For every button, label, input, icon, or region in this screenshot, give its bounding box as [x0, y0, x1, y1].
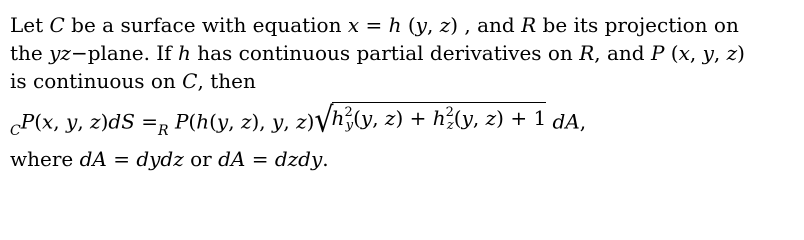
- paragraph-line-2: the yz−plane. If h has continuous partial derivatives on R, and P (x, y, z): [10, 41, 745, 65]
- integral-domain-r: R: [158, 123, 169, 140]
- integral-domain-c: C: [10, 123, 21, 140]
- paragraph-line-1: Let C be a surface with equation x = h (y, z) , and R be its projection on: [10, 13, 739, 37]
- radical-sign: √: [314, 100, 334, 141]
- document-body: [10, 12, 800, 174]
- radicand: $h^2_y(y$, $z) + h^2_z(y$, z) + 1: [332, 102, 547, 133]
- integrand-left: P: [20, 109, 35, 134]
- surface-integral-equation: $_C$P(x, y, $z)dS =_R$ P(h(y, z), y, $z)√h^2_y(y$, $z) + h^2_z(y$, z) + 1 dA,: [10, 100, 587, 141]
- square-root-expression: [314, 100, 547, 141]
- paragraph-line-3: is continuous on C, then: [10, 69, 256, 93]
- paragraph-line-5: where dA = dydz or dA = dzdy.: [10, 147, 329, 171]
